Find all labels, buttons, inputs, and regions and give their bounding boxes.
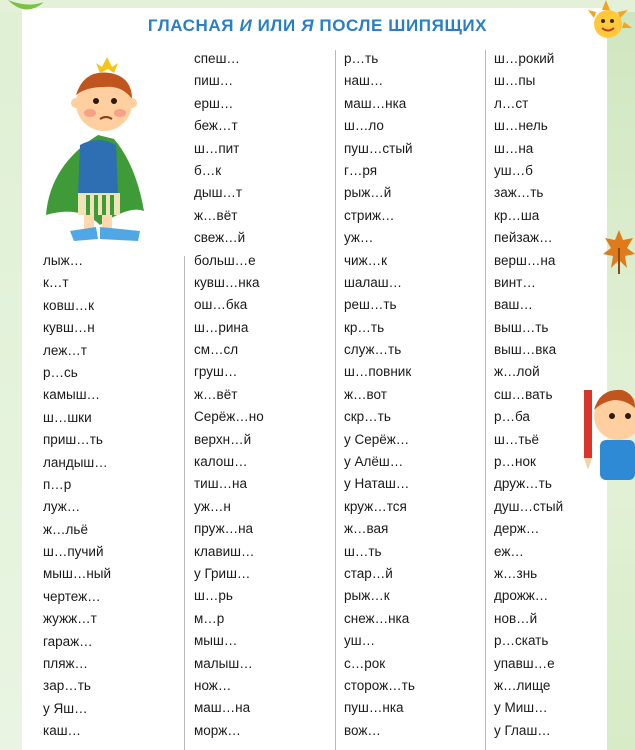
word-item: малыш… bbox=[194, 655, 253, 671]
word-item: пиш… bbox=[194, 73, 234, 89]
word-item: ж…льё bbox=[43, 521, 88, 537]
word-item: ж…вёт bbox=[194, 207, 238, 223]
word-item: ш…рь bbox=[194, 588, 233, 604]
word-item: груш… bbox=[194, 364, 238, 380]
title-part-1: ГЛАСНАЯ bbox=[147, 16, 240, 35]
boy-with-pencil-illustration bbox=[578, 380, 635, 490]
word-item: ваш… bbox=[494, 297, 533, 313]
word-item: уш…б bbox=[494, 162, 533, 178]
word-item: свеж…й bbox=[194, 230, 246, 246]
autumn-leaf-icon bbox=[603, 228, 635, 274]
word-item: тиш…на bbox=[194, 476, 248, 492]
word-item: шалаш… bbox=[344, 274, 403, 290]
word-item: выш…ть bbox=[494, 319, 549, 335]
word-item: ж…вот bbox=[344, 386, 387, 402]
word-item: ш…ть bbox=[344, 543, 382, 559]
word-item: п…р bbox=[43, 476, 72, 492]
word-item: морж… bbox=[194, 722, 241, 738]
word-item: уж… bbox=[344, 230, 374, 246]
word-item: м…р bbox=[194, 610, 225, 626]
word-item: луж… bbox=[43, 499, 81, 515]
word-column-4 bbox=[494, 48, 563, 742]
word-item: винт… bbox=[494, 274, 536, 290]
word-item: г…ря bbox=[344, 162, 378, 178]
word-item: дрожж… bbox=[494, 588, 549, 604]
word-item: см…сл bbox=[194, 342, 239, 358]
word-item: кр…ть bbox=[344, 319, 385, 335]
word-item: ш…повник bbox=[344, 364, 412, 380]
word-item: гараж… bbox=[43, 633, 93, 649]
word-item: пуш…нка bbox=[344, 700, 404, 716]
word-item: верхн…й bbox=[194, 431, 252, 447]
word-item: спеш… bbox=[194, 51, 240, 66]
word-item: ш…на bbox=[494, 140, 534, 156]
word-item: наш… bbox=[344, 73, 384, 89]
word-item: р…скать bbox=[494, 633, 549, 649]
word-item: л…ст bbox=[494, 95, 529, 111]
column-divider-2 bbox=[335, 50, 336, 750]
left-decorative-background bbox=[0, 0, 22, 750]
title-part-2: ИЛИ bbox=[252, 16, 302, 35]
word-item: ерш… bbox=[194, 95, 234, 111]
word-item: ж…знь bbox=[494, 565, 538, 581]
word-item: вож… bbox=[344, 722, 381, 738]
word-item: сш…вать bbox=[494, 386, 553, 402]
word-item: у Глаш… bbox=[494, 722, 551, 738]
word-item: ш…пучий bbox=[43, 544, 104, 560]
word-item: с…рок bbox=[344, 655, 386, 671]
word-item: скр…ть bbox=[344, 409, 391, 425]
word-item: кр…ша bbox=[494, 207, 540, 223]
word-item: приш…ть bbox=[43, 432, 103, 448]
column-divider-3 bbox=[485, 50, 486, 750]
word-item: Серёж…но bbox=[194, 409, 264, 425]
word-item: кувш…нка bbox=[194, 274, 260, 290]
word-item: ш…рина bbox=[194, 319, 249, 335]
word-column-1 bbox=[43, 250, 111, 743]
title-part-3: ПОСЛЕ ШИПЯЩИХ bbox=[314, 16, 488, 35]
word-item: у Яш… bbox=[43, 700, 88, 716]
word-item: чиж…к bbox=[344, 252, 388, 268]
word-item: чертеж… bbox=[43, 588, 101, 604]
word-item: больш…е bbox=[194, 252, 256, 268]
word-item: реш…ть bbox=[344, 297, 397, 313]
word-column-3 bbox=[344, 48, 415, 742]
word-item: р…сь bbox=[43, 364, 78, 380]
word-item: ош…бка bbox=[194, 297, 248, 313]
prince-illustration bbox=[40, 55, 152, 245]
word-item: сторож…ть bbox=[344, 677, 415, 693]
word-item: маш…нка bbox=[344, 95, 407, 111]
word-item: пруж…на bbox=[194, 521, 254, 537]
word-item: уж…н bbox=[194, 498, 231, 514]
right-decorative-background bbox=[607, 0, 635, 750]
word-item: р…ть bbox=[344, 51, 379, 66]
word-item: друж…ть bbox=[494, 476, 552, 492]
word-item: круж…тся bbox=[344, 498, 407, 514]
word-item: б…к bbox=[194, 162, 222, 178]
word-item: снеж…нка bbox=[344, 610, 410, 626]
word-item: ж…вёт bbox=[194, 386, 238, 402]
word-item: зар…ть bbox=[43, 678, 91, 694]
word-item: жужж…т bbox=[43, 611, 97, 627]
title-letter-i: И bbox=[239, 16, 253, 35]
word-item: ш…пы bbox=[494, 73, 536, 89]
word-item: беж…т bbox=[194, 118, 238, 134]
word-item: ш…ло bbox=[344, 118, 384, 134]
word-item: ш…рокий bbox=[494, 51, 555, 66]
word-item: ковш…к bbox=[43, 297, 94, 313]
word-item: ж…лище bbox=[494, 677, 551, 693]
word-item: ландыш… bbox=[43, 454, 108, 470]
word-item: стар…й bbox=[344, 565, 393, 581]
word-item: кувш…н bbox=[43, 320, 95, 336]
word-item: у Наташ… bbox=[344, 476, 410, 492]
word-item: ш…шки bbox=[43, 409, 92, 425]
word-item: у Гриш… bbox=[194, 565, 251, 581]
word-item: заж…ть bbox=[494, 185, 544, 201]
title-letter-ya: Я bbox=[301, 16, 315, 35]
word-item: рыж…к bbox=[344, 588, 390, 604]
word-item: служ…ть bbox=[344, 342, 402, 358]
word-item: стриж… bbox=[344, 207, 395, 223]
word-item: ш…тьё bbox=[494, 431, 540, 447]
word-item: у Алёш… bbox=[344, 454, 404, 470]
column-divider-1 bbox=[184, 256, 185, 750]
word-item: р…ба bbox=[494, 409, 530, 425]
word-item: р…нок bbox=[494, 454, 536, 470]
word-item: каш… bbox=[43, 723, 82, 739]
word-item: камыш… bbox=[43, 387, 101, 403]
word-item: клавиш… bbox=[194, 543, 255, 559]
word-item: верш…на bbox=[494, 252, 556, 268]
word-item: нов…й bbox=[494, 610, 538, 626]
word-item: рыж…й bbox=[344, 185, 392, 201]
word-item: леж…т bbox=[43, 342, 87, 358]
word-item: лыж… bbox=[43, 253, 84, 268]
word-item: у Серёж… bbox=[344, 431, 410, 447]
word-item: выш…вка bbox=[494, 342, 557, 358]
word-item: пуш…стый bbox=[344, 140, 413, 156]
word-item: душ…стый bbox=[494, 498, 564, 514]
word-item: ж…вая bbox=[344, 521, 389, 537]
page-title bbox=[0, 16, 635, 36]
word-item: пейзаж… bbox=[494, 230, 553, 246]
word-item: ш…нель bbox=[494, 118, 548, 134]
word-item: дыш…т bbox=[194, 185, 243, 201]
word-item: держ… bbox=[494, 521, 540, 537]
word-item: упавш…е bbox=[494, 655, 555, 671]
word-item: еж… bbox=[494, 543, 524, 559]
word-item: уш… bbox=[344, 633, 376, 649]
word-item: пляж… bbox=[43, 656, 89, 672]
word-item: нож… bbox=[194, 677, 232, 693]
word-item: к…т bbox=[43, 275, 69, 291]
word-item: мыш…ный bbox=[43, 566, 112, 582]
word-item: калош… bbox=[194, 454, 248, 470]
word-column-2 bbox=[194, 48, 264, 742]
word-item: ж…лой bbox=[494, 364, 540, 380]
word-item: мыш… bbox=[194, 633, 238, 649]
word-item: маш…на bbox=[194, 700, 251, 716]
word-item: ш…пит bbox=[194, 140, 240, 156]
word-item: у Миш… bbox=[494, 700, 548, 716]
